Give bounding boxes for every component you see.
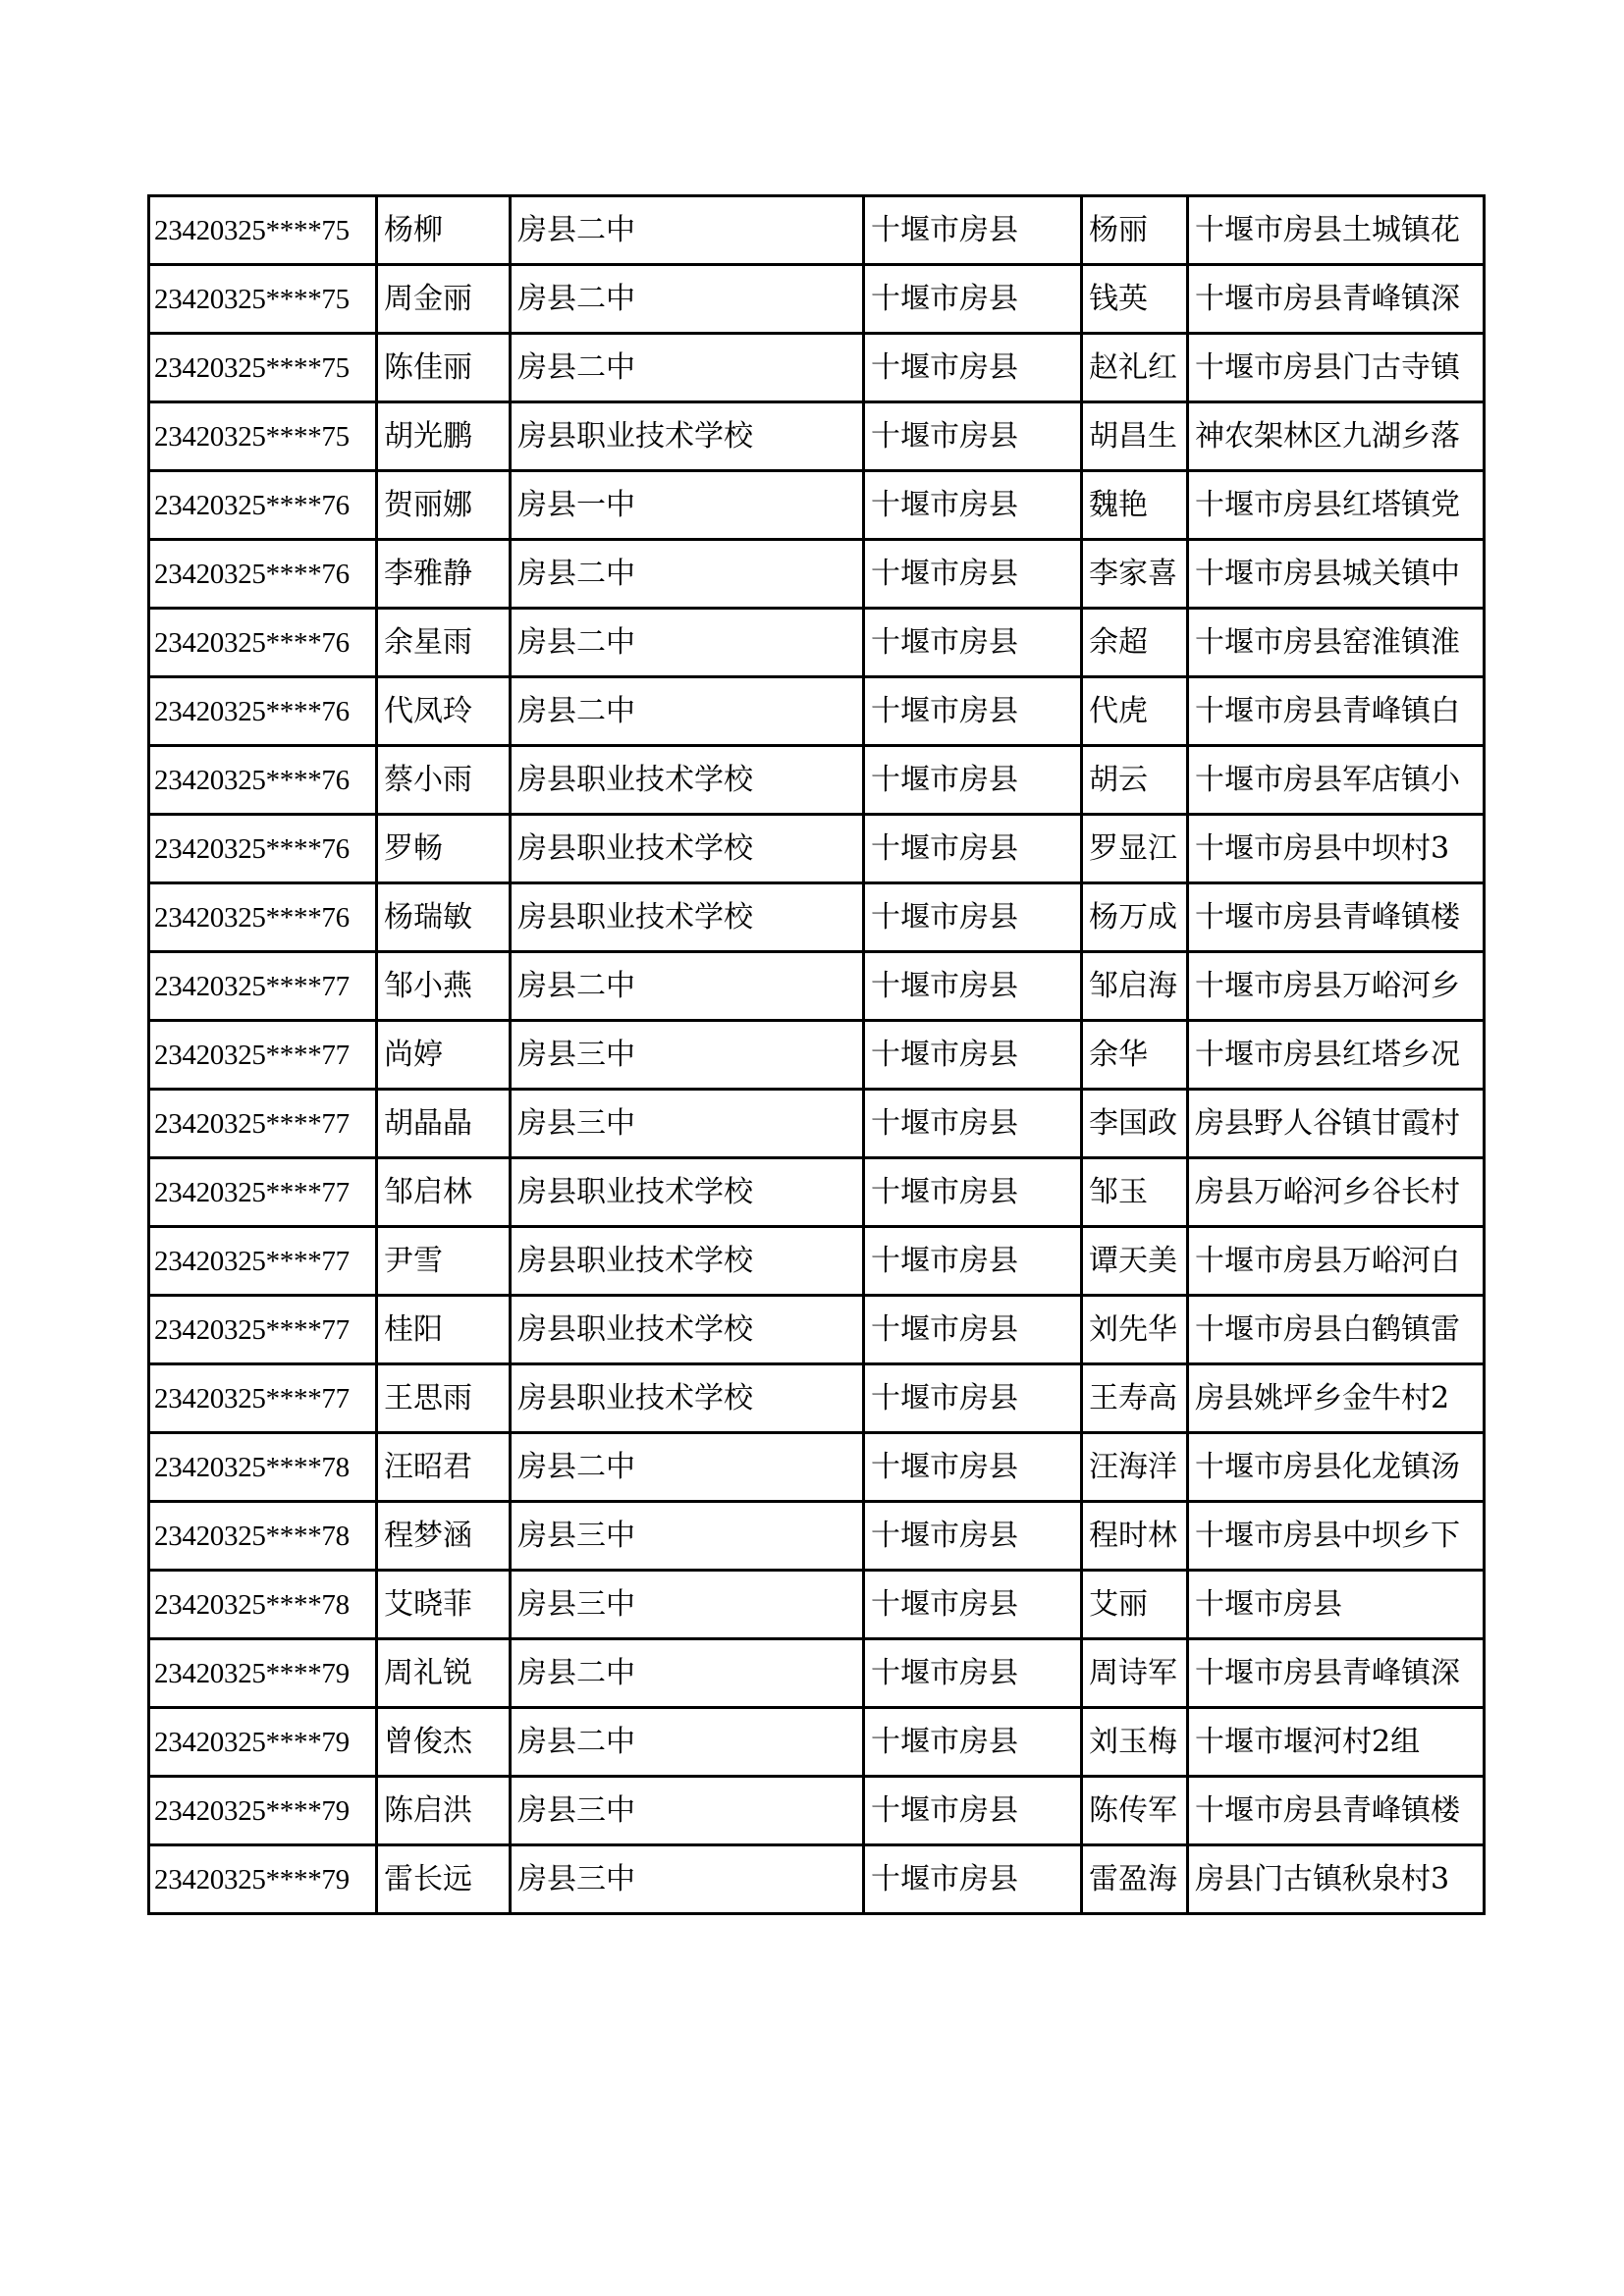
address-cell: 十堰市房县青峰镇楼: [1188, 883, 1485, 952]
table-row: [149, 952, 1485, 1021]
exam-id-cell: 23420325****78: [149, 1502, 377, 1571]
guardian-name-cell: 艾丽: [1082, 1571, 1188, 1639]
table-row: [149, 1090, 1485, 1158]
table-row: [149, 677, 1485, 746]
student-name-cell: 蔡小雨: [377, 746, 511, 815]
student-name-cell: 罗畅: [377, 815, 511, 883]
student-name-cell: 曾俊杰: [377, 1708, 511, 1777]
address-cell: 神农架林区九湖乡落: [1188, 402, 1485, 471]
address-cell: 十堰市房县红塔乡况: [1188, 1021, 1485, 1090]
city-cell: 十堰市房县: [864, 402, 1082, 471]
guardian-name-cell: 雷盈海: [1082, 1845, 1188, 1914]
address-cell: 十堰市房县青峰镇深: [1188, 1639, 1485, 1708]
exam-id-cell: 23420325****76: [149, 677, 377, 746]
guardian-name-cell: 王寿高: [1082, 1364, 1188, 1433]
exam-id-cell: 23420325****76: [149, 471, 377, 540]
exam-id-cell: 23420325****75: [149, 196, 377, 265]
city-cell: 十堰市房县: [864, 1296, 1082, 1364]
table-row: [149, 1364, 1485, 1433]
guardian-name-cell: 代虎: [1082, 677, 1188, 746]
guardian-name-cell: 周诗军: [1082, 1639, 1188, 1708]
exam-id-cell: 23420325****77: [149, 1090, 377, 1158]
student-name-cell: 代凤玲: [377, 677, 511, 746]
city-cell: 十堰市房县: [864, 883, 1082, 952]
city-cell: 十堰市房县: [864, 471, 1082, 540]
student-name-cell: 李雅静: [377, 540, 511, 609]
address-cell: 十堰市房县: [1188, 1571, 1485, 1639]
student-name-cell: 尹雪: [377, 1227, 511, 1296]
guardian-name-cell: 汪海洋: [1082, 1433, 1188, 1502]
guardian-name-cell: 李国政: [1082, 1090, 1188, 1158]
table-row: [149, 1777, 1485, 1845]
address-cell: 十堰市房县中坝乡下: [1188, 1502, 1485, 1571]
student-name-cell: 陈启洪: [377, 1777, 511, 1845]
table-row: [149, 402, 1485, 471]
address-cell: 十堰市房县白鹤镇雷: [1188, 1296, 1485, 1364]
table-row: [149, 334, 1485, 402]
exam-id-cell: 23420325****77: [149, 1296, 377, 1364]
student-name-cell: 周礼锐: [377, 1639, 511, 1708]
student-name-cell: 陈佳丽: [377, 334, 511, 402]
city-cell: 十堰市房县: [864, 746, 1082, 815]
school-cell: 房县二中: [511, 1708, 864, 1777]
table-row: [149, 1227, 1485, 1296]
address-cell: 房县野人谷镇甘霞村: [1188, 1090, 1485, 1158]
address-cell: 十堰市房县土城镇花: [1188, 196, 1485, 265]
city-cell: 十堰市房县: [864, 540, 1082, 609]
exam-id-cell: 23420325****79: [149, 1639, 377, 1708]
exam-id-cell: 23420325****75: [149, 334, 377, 402]
address-cell: 十堰市房县化龙镇汤: [1188, 1433, 1485, 1502]
guardian-name-cell: 余超: [1082, 609, 1188, 677]
exam-id-cell: 23420325****76: [149, 746, 377, 815]
exam-id-cell: 23420325****77: [149, 1227, 377, 1296]
exam-id-cell: 23420325****76: [149, 540, 377, 609]
guardian-name-cell: 刘先华: [1082, 1296, 1188, 1364]
guardian-name-cell: 程时林: [1082, 1502, 1188, 1571]
exam-id-cell: 23420325****77: [149, 952, 377, 1021]
student-name-cell: 雷长远: [377, 1845, 511, 1914]
school-cell: 房县二中: [511, 334, 864, 402]
school-cell: 房县职业技术学校: [511, 746, 864, 815]
school-cell: 房县二中: [511, 952, 864, 1021]
table-row: [149, 1845, 1485, 1914]
student-name-cell: 艾晓菲: [377, 1571, 511, 1639]
table-row: [149, 1571, 1485, 1639]
address-cell: 十堰市房县军店镇小: [1188, 746, 1485, 815]
table-row: [149, 815, 1485, 883]
table-row: [149, 1296, 1485, 1364]
student-name-cell: 邹启林: [377, 1158, 511, 1227]
student-name-cell: 程梦涵: [377, 1502, 511, 1571]
address-cell: 十堰市房县青峰镇白: [1188, 677, 1485, 746]
address-cell: 十堰市房县万峪河乡: [1188, 952, 1485, 1021]
city-cell: 十堰市房县: [864, 1158, 1082, 1227]
address-cell: 十堰市房县万峪河白: [1188, 1227, 1485, 1296]
city-cell: 十堰市房县: [864, 1571, 1082, 1639]
exam-id-cell: 23420325****75: [149, 265, 377, 334]
school-cell: 房县职业技术学校: [511, 883, 864, 952]
guardian-name-cell: 邹启海: [1082, 952, 1188, 1021]
exam-id-cell: 23420325****75: [149, 402, 377, 471]
guardian-name-cell: 魏艳: [1082, 471, 1188, 540]
guardian-name-cell: 罗显江: [1082, 815, 1188, 883]
school-cell: 房县职业技术学校: [511, 815, 864, 883]
student-name-cell: 周金丽: [377, 265, 511, 334]
address-cell: 十堰市房县青峰镇深: [1188, 265, 1485, 334]
address-cell: 房县门古镇秋泉村3: [1188, 1845, 1485, 1914]
guardian-name-cell: 钱英: [1082, 265, 1188, 334]
city-cell: 十堰市房县: [864, 1433, 1082, 1502]
school-cell: 房县三中: [511, 1845, 864, 1914]
school-cell: 房县二中: [511, 265, 864, 334]
city-cell: 十堰市房县: [864, 1090, 1082, 1158]
guardian-name-cell: 邹玉: [1082, 1158, 1188, 1227]
table-row: [149, 1502, 1485, 1571]
guardian-name-cell: 谭天美: [1082, 1227, 1188, 1296]
student-name-cell: 桂阳: [377, 1296, 511, 1364]
city-cell: 十堰市房县: [864, 334, 1082, 402]
school-cell: 房县职业技术学校: [511, 1364, 864, 1433]
table-row: [149, 1433, 1485, 1502]
guardian-name-cell: 胡昌生: [1082, 402, 1188, 471]
guardian-name-cell: 杨万成: [1082, 883, 1188, 952]
table-row: [149, 196, 1485, 265]
table-row: [149, 471, 1485, 540]
address-cell: 十堰市堰河村2组: [1188, 1708, 1485, 1777]
city-cell: 十堰市房县: [864, 196, 1082, 265]
city-cell: 十堰市房县: [864, 1845, 1082, 1914]
guardian-name-cell: 刘玉梅: [1082, 1708, 1188, 1777]
address-cell: 十堰市房县城关镇中: [1188, 540, 1485, 609]
address-cell: 十堰市房县窑淮镇淮: [1188, 609, 1485, 677]
exam-id-cell: 23420325****78: [149, 1433, 377, 1502]
guardian-name-cell: 余华: [1082, 1021, 1188, 1090]
exam-id-cell: 23420325****77: [149, 1158, 377, 1227]
table-row: [149, 265, 1485, 334]
exam-id-cell: 23420325****79: [149, 1777, 377, 1845]
school-cell: 房县三中: [511, 1571, 864, 1639]
exam-id-cell: 23420325****77: [149, 1364, 377, 1433]
address-cell: 房县万峪河乡谷长村: [1188, 1158, 1485, 1227]
table-row: [149, 746, 1485, 815]
guardian-name-cell: 胡云: [1082, 746, 1188, 815]
table-row: [149, 883, 1485, 952]
address-cell: 十堰市房县青峰镇楼: [1188, 1777, 1485, 1845]
school-cell: 房县一中: [511, 471, 864, 540]
guardian-name-cell: 陈传军: [1082, 1777, 1188, 1845]
exam-id-cell: 23420325****79: [149, 1708, 377, 1777]
table-row: [149, 1639, 1485, 1708]
student-roster-table: [147, 194, 1486, 1915]
address-cell: 十堰市房县中坝村3: [1188, 815, 1485, 883]
table-row: [149, 609, 1485, 677]
student-name-cell: 杨柳: [377, 196, 511, 265]
guardian-name-cell: 杨丽: [1082, 196, 1188, 265]
table-row: [149, 1158, 1485, 1227]
school-cell: 房县职业技术学校: [511, 1158, 864, 1227]
student-name-cell: 汪昭君: [377, 1433, 511, 1502]
city-cell: 十堰市房县: [864, 815, 1082, 883]
city-cell: 十堰市房县: [864, 1227, 1082, 1296]
table-row: [149, 1708, 1485, 1777]
exam-id-cell: 23420325****76: [149, 609, 377, 677]
school-cell: 房县三中: [511, 1777, 864, 1845]
student-name-cell: 胡晶晶: [377, 1090, 511, 1158]
school-cell: 房县二中: [511, 1433, 864, 1502]
guardian-name-cell: 李家喜: [1082, 540, 1188, 609]
city-cell: 十堰市房县: [864, 1364, 1082, 1433]
city-cell: 十堰市房县: [864, 265, 1082, 334]
city-cell: 十堰市房县: [864, 952, 1082, 1021]
roster-body: [149, 196, 1485, 1914]
address-cell: 十堰市房县门古寺镇: [1188, 334, 1485, 402]
school-cell: 房县二中: [511, 196, 864, 265]
table-row: [149, 540, 1485, 609]
school-cell: 房县职业技术学校: [511, 1296, 864, 1364]
student-name-cell: 贺丽娜: [377, 471, 511, 540]
address-cell: 房县姚坪乡金牛村2: [1188, 1364, 1485, 1433]
exam-id-cell: 23420325****76: [149, 883, 377, 952]
student-name-cell: 邹小燕: [377, 952, 511, 1021]
school-cell: 房县三中: [511, 1021, 864, 1090]
table-row: [149, 1021, 1485, 1090]
city-cell: 十堰市房县: [864, 1502, 1082, 1571]
exam-id-cell: 23420325****79: [149, 1845, 377, 1914]
exam-id-cell: 23420325****77: [149, 1021, 377, 1090]
school-cell: 房县二中: [511, 609, 864, 677]
exam-id-cell: 23420325****78: [149, 1571, 377, 1639]
school-cell: 房县二中: [511, 677, 864, 746]
student-name-cell: 余星雨: [377, 609, 511, 677]
city-cell: 十堰市房县: [864, 1021, 1082, 1090]
city-cell: 十堰市房县: [864, 677, 1082, 746]
city-cell: 十堰市房县: [864, 1708, 1082, 1777]
exam-id-cell: 23420325****76: [149, 815, 377, 883]
city-cell: 十堰市房县: [864, 1777, 1082, 1845]
address-cell: 十堰市房县红塔镇党: [1188, 471, 1485, 540]
school-cell: 房县三中: [511, 1502, 864, 1571]
guardian-name-cell: 赵礼红: [1082, 334, 1188, 402]
school-cell: 房县职业技术学校: [511, 402, 864, 471]
city-cell: 十堰市房县: [864, 1639, 1082, 1708]
school-cell: 房县二中: [511, 540, 864, 609]
city-cell: 十堰市房县: [864, 609, 1082, 677]
student-name-cell: 胡光鹏: [377, 402, 511, 471]
school-cell: 房县三中: [511, 1090, 864, 1158]
school-cell: 房县二中: [511, 1639, 864, 1708]
student-name-cell: 王思雨: [377, 1364, 511, 1433]
school-cell: 房县职业技术学校: [511, 1227, 864, 1296]
student-name-cell: 杨瑞敏: [377, 883, 511, 952]
student-name-cell: 尚婷: [377, 1021, 511, 1090]
